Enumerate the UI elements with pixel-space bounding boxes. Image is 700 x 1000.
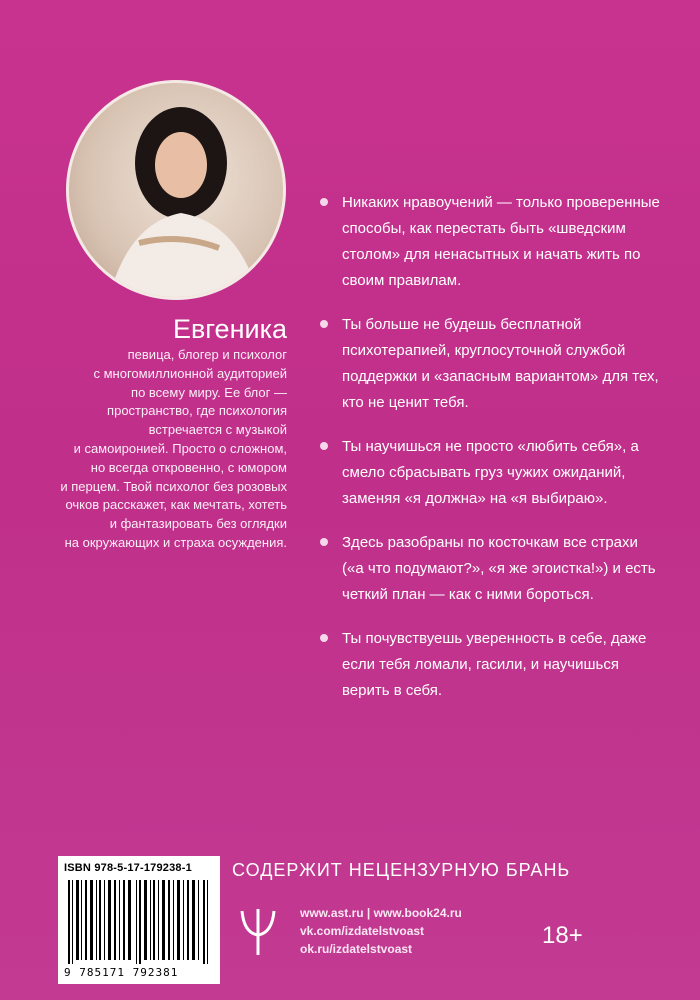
benefit-item: Здесь разобраны по косточкам все страхи («а что подумают?», «я же эгоистка!») и есть четкий план — как с ними бороться.: [320, 530, 660, 608]
barcode-panel: [58, 856, 220, 984]
bio-line: и самоиронией. Просто о сложном,: [73, 440, 287, 456]
bio-line: по всему миру. Ее блог —: [131, 384, 287, 400]
bio-line: с многомиллионной аудиторией: [93, 365, 287, 381]
bio-line: на окружающих и страха осуждения.: [64, 534, 287, 550]
isbn-label: ISBN 978-5-17-179238-1: [64, 862, 192, 874]
bio-line: но всегда откровенно, с юмором: [90, 459, 287, 475]
author-portrait-icon: [69, 83, 283, 297]
bio-line: и перцем. Твой психолог без розовых: [60, 478, 287, 494]
author-bio: [56, 346, 287, 553]
bio-line: и фантазировать без оглядки: [109, 516, 287, 532]
psi-icon: [238, 905, 278, 959]
author-photo: [66, 80, 286, 300]
ok-link[interactable]: ok.ru/izdatelstvoast: [300, 942, 413, 956]
benefits-list: [320, 190, 660, 722]
age-rating: 18+: [542, 922, 583, 949]
bio-line: пространство, где психология: [107, 403, 287, 419]
bio-line: очков расскажет, как мечтать, хотеть: [65, 497, 287, 513]
bio-line: встречается с музыкой: [148, 422, 287, 438]
benefit-item: Никаких нравоучений — только проверенные способы, как перестать быть «шведским столом» для ненасытных и начать жить по своим правилам.: [320, 190, 660, 294]
benefit-item: Ты больше не будешь бесплатной психотерапией, круглосуточной службой поддержки и «запасным вариантом» для тех, кто не ценит тебя.: [320, 312, 660, 416]
barcode-icon: [66, 880, 212, 964]
benefit-item: Ты научишься не просто «любить себя», а смело сбрасывать груз чужих ожиданий, заменяя «я должна» на «я выбираю».: [320, 434, 660, 512]
benefit-item: Ты почувствуешь уверенность в себе, даже если тебя ломали, гасили, и научишься верить в себя.: [320, 626, 660, 704]
bio-line: певица, блогер и психолог: [127, 347, 287, 362]
content-warning: СОДЕРЖИТ НЕЦЕНЗУРНУЮ БРАНЬ: [232, 860, 571, 880]
barcode-digits: 9 785171 792381: [64, 966, 179, 979]
vk-link[interactable]: vk.com/izdatelstvoast: [300, 924, 425, 938]
author-name: Евгеника: [172, 314, 287, 344]
publisher-sites[interactable]: www.ast.ru | www.book24.ru: [300, 906, 462, 920]
